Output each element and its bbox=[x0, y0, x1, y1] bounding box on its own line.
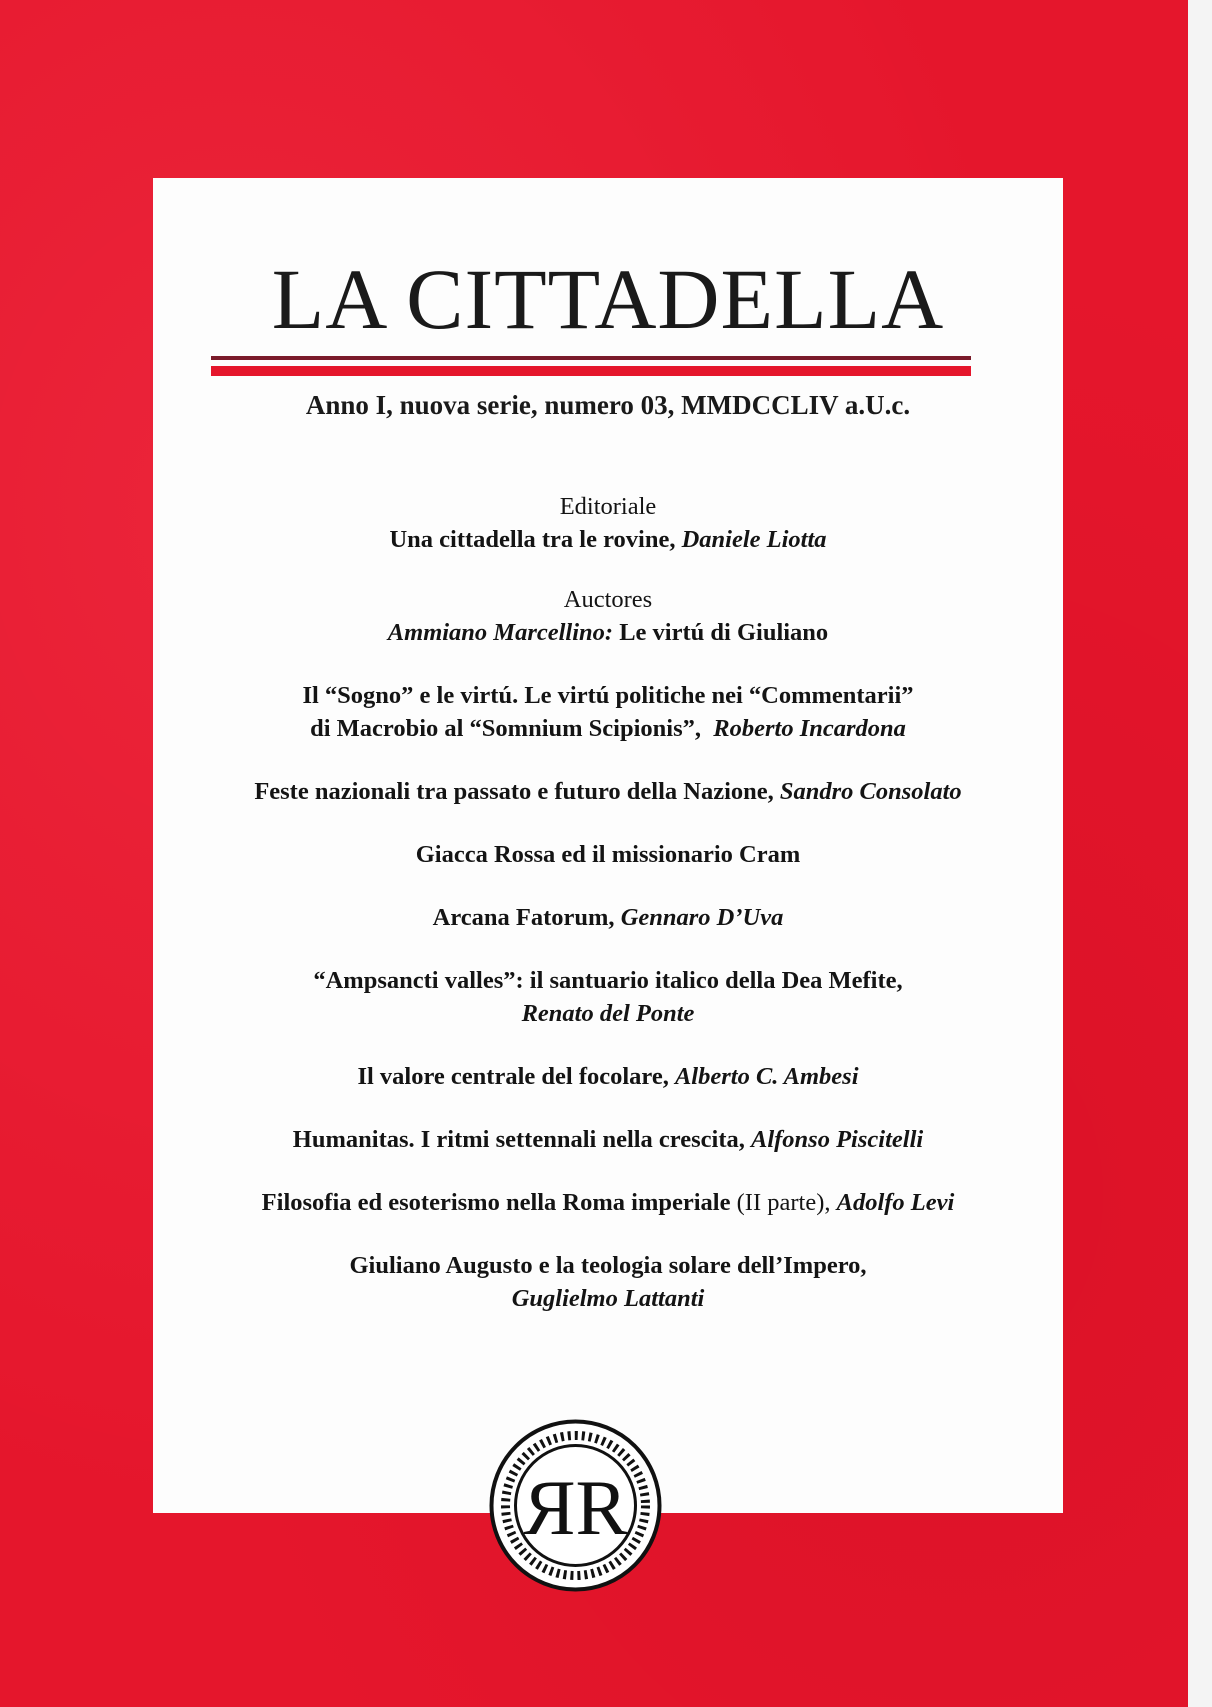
entry-title: Humanitas. I ritmi settennali nella crescita, bbox=[292, 1126, 751, 1153]
toc-entry bbox=[153, 964, 1063, 1030]
entry-title: Una cittadella tra le rovine, bbox=[389, 526, 682, 553]
entry-title: Giuliano Augusto e la teologia solare dell’Impero, bbox=[349, 1252, 867, 1279]
toc-entry: Giacca Rossa ed il missionario Cram bbox=[415, 841, 801, 868]
section-label-auctores: Auctores bbox=[563, 586, 653, 613]
entry-author: Roberto Incardona bbox=[713, 715, 906, 742]
entry-title-line1: Il “Sogno” e le virtú. Le virtú politiche nei “Commentarii” bbox=[302, 682, 914, 709]
issue-line: Anno I, nuova serie, numero 03, MMDCCLIV a.U.c. bbox=[305, 390, 911, 420]
masthead-rule-red bbox=[211, 366, 971, 376]
page-edge bbox=[1188, 0, 1212, 1707]
entry-author: Alberto C. Ambesi bbox=[674, 1063, 859, 1090]
table-of-contents bbox=[153, 490, 1063, 1315]
toc-entry bbox=[153, 1060, 1063, 1093]
logo-monogram: ЯR bbox=[523, 1464, 628, 1551]
entry-title: Le virtú di Giuliano bbox=[613, 619, 829, 646]
entry-title: Arcana Fatorum, bbox=[432, 904, 621, 931]
title-panel bbox=[153, 178, 1063, 1551]
toc-entry bbox=[153, 679, 1063, 745]
entry-author: Adolfo Levi bbox=[836, 1189, 955, 1216]
masthead-rule-dark bbox=[211, 356, 971, 360]
entry-author: Guglielmo Lattanti bbox=[511, 1285, 705, 1312]
toc-entry bbox=[153, 1186, 1063, 1219]
toc-entry bbox=[153, 1249, 1063, 1315]
entry-author: Renato del Ponte bbox=[521, 1000, 695, 1027]
entry-author: Alfonso Piscitelli bbox=[751, 1126, 924, 1153]
entry-author: Gennaro D’Uva bbox=[620, 904, 784, 931]
entry-author: Ammiano Marcellino: bbox=[387, 619, 614, 646]
masthead-title: LA CITTADELLA bbox=[271, 251, 945, 347]
entry-title: Feste nazionali tra passato e futuro della Nazione, bbox=[254, 778, 780, 805]
entry-title: Il valore centrale del focolare, bbox=[357, 1063, 675, 1090]
entry-title: Filosofia ed esoterismo nella Roma imperiale bbox=[261, 1189, 731, 1216]
entry-title: “Ampsancti valles”: il santuario italico della Dea Mefite, bbox=[313, 967, 903, 994]
entry-part: (II parte), bbox=[730, 1189, 837, 1216]
section-label-editoriale: Editoriale bbox=[559, 493, 657, 520]
entry-author: Daniele Liotta bbox=[681, 526, 827, 553]
toc-entry bbox=[153, 901, 1063, 934]
toc-entry bbox=[153, 775, 1063, 808]
entry-title-line2: di Macrobio al “Somnium Scipionis”, bbox=[310, 715, 702, 742]
toc-entry bbox=[153, 523, 1063, 556]
toc-entry bbox=[153, 1123, 1063, 1156]
toc-entry bbox=[153, 616, 1063, 649]
publisher-logo-icon bbox=[488, 1418, 663, 1593]
entry-author: Sandro Consolato bbox=[779, 778, 962, 805]
